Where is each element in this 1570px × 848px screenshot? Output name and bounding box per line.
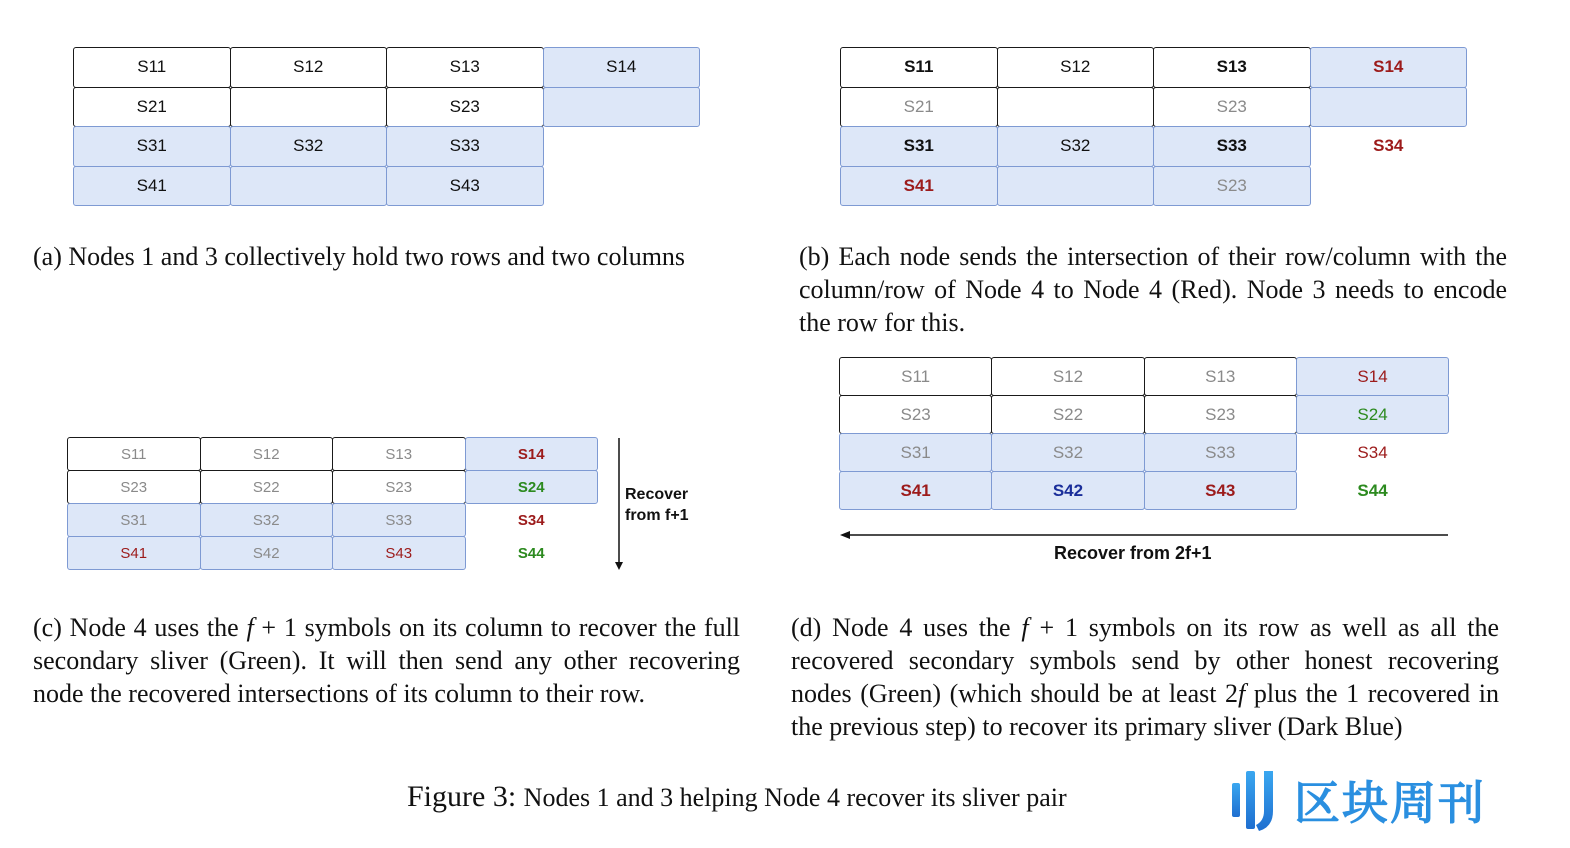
panel-b-cell-r1c3: S13 — [1153, 47, 1311, 88]
panel-b-cell-r4c2 — [997, 166, 1155, 207]
panel-c-cell-r2c2: S22 — [200, 470, 334, 504]
panel-d-cell-r3c3: S33 — [1144, 433, 1297, 472]
panel-c-cell-r3c2: S32 — [200, 503, 334, 537]
caption-c — [33, 611, 740, 710]
caption-d-math-f: f — [1021, 613, 1029, 642]
panel-c-cell-r1c2: S12 — [200, 437, 334, 471]
panel-b-cell-r3c2: S32 — [997, 126, 1155, 167]
panel-c-cell-r4c1: S41 — [67, 536, 201, 570]
caption-d-post: plus the 1 recovered in the previous step) to recover its primary sliver (Dark Blue) — [791, 679, 1499, 741]
panel-c-cell-r4c2: S42 — [200, 536, 334, 570]
caption-b-text: Each node sends the intersection of their row/column with the column/row of Node 4 to Node 4 (Red). Node 3 needs to encode the row for this. — [799, 242, 1507, 337]
panel-b-cell-r3c3: S33 — [1153, 126, 1311, 167]
panel-a-cell-r2c4 — [543, 87, 701, 128]
figure-title: Nodes 1 and 3 helping Node 4 recover its sliver pair — [523, 783, 1067, 812]
panel-d-cell-r1c4: S14 — [1296, 357, 1449, 396]
panel-d-cell-r3c1: S31 — [839, 433, 992, 472]
panel-c-cell-r2c4: S24 — [465, 470, 599, 504]
panel-c-cell-r4c4: S44 — [517, 544, 545, 562]
caption-d — [791, 611, 1499, 743]
caption-d-pre: Node 4 uses the — [832, 613, 1022, 642]
panel-d-left-arrow — [838, 528, 1452, 542]
watermark-text: 区块周刊 — [1294, 776, 1486, 830]
panel-c-cell-r1c1: S11 — [67, 437, 201, 471]
caption-c-pre: Node 4 uses the — [69, 613, 247, 642]
panel-a-cell-r3c1: S31 — [73, 126, 231, 167]
panel-a-cell-r4c2 — [230, 166, 388, 207]
caption-c-math-f: f — [246, 613, 254, 642]
caption-b — [799, 240, 1507, 339]
watermark-bars-icon — [1228, 765, 1286, 835]
panel-a-cell-r1c2: S12 — [230, 47, 388, 88]
panel-d-cell-r2c2: S22 — [991, 395, 1144, 434]
caption-c-post: symbols on its column to recover the full secondary sliver (Green). It will then send any other recovering node the recovered intersections of its column to their row. — [33, 613, 741, 708]
panel-c-cell-r1c4: S14 — [465, 437, 599, 471]
panel-c-cell-r2c3: S23 — [332, 470, 466, 504]
caption-c-math-rest: + 1 — [253, 613, 297, 642]
panel-d-cell-r2c4: S24 — [1296, 395, 1449, 434]
panel-a-cell-r4c1: S41 — [73, 166, 231, 207]
panel-a-cell-r1c1: S11 — [73, 47, 231, 88]
panel-a-cell-r4c3: S43 — [386, 166, 544, 207]
panel-d-cell-r3c4: S34 — [1357, 442, 1388, 462]
panel-b-cell-r1c1: S11 — [840, 47, 998, 88]
figure-label: Figure 3: — [407, 780, 517, 813]
caption-a — [33, 240, 743, 273]
panel-d-cell-r4c2: S42 — [991, 471, 1144, 510]
panel-c-cell-r4c3: S43 — [332, 536, 466, 570]
panel-d-cell-r4c3: S43 — [1144, 471, 1297, 510]
panel-c-arrow-label: Recover from f+1 — [625, 486, 689, 524]
caption-d-math-rest: + 1 — [1028, 613, 1078, 642]
caption-d-math-f2: f — [1238, 679, 1246, 708]
panel-b-cell-r3c1: S31 — [840, 126, 998, 167]
panel-b-cell-r2c1: S21 — [840, 87, 998, 128]
caption-c-label: (c) — [33, 613, 62, 642]
panel-a-cell-r1c3: S13 — [386, 47, 544, 88]
panel-b-cell-r4c3: S23 — [1153, 166, 1311, 207]
panel-a-cell-r3c2: S32 — [230, 126, 388, 167]
panel-a-cell-r2c1: S21 — [73, 87, 231, 128]
panel-c-cell-r3c3: S33 — [332, 503, 466, 537]
caption-a-text: Nodes 1 and 3 collectively hold two rows and two columns — [68, 242, 686, 271]
panel-b-cell-r4c1: S41 — [840, 166, 998, 207]
panel-d-cell-r1c2: S12 — [991, 357, 1144, 396]
caption-d-mid: symbols on its row as well as all the recovered secondary symbols send by other honest recovering nodes (Green) (which should be at least 2 — [791, 613, 1500, 708]
panel-d-cell-r3c2: S32 — [991, 433, 1144, 472]
panel-b-cell-r3c4: S34 — [1373, 136, 1404, 156]
panel-d-arrow-label: Recover from 2f+1 — [1054, 543, 1212, 563]
panel-c-cell-r3c1: S31 — [67, 503, 201, 537]
panel-b-cell-r2c3: S23 — [1153, 87, 1311, 128]
panel-b-cell-r1c2: S12 — [997, 47, 1155, 88]
caption-d-label: (d) — [791, 613, 822, 642]
caption-b-label: (b) — [799, 242, 830, 271]
panel-c-cell-r1c3: S13 — [332, 437, 466, 471]
panel-d-cell-r2c1: S23 — [839, 395, 992, 434]
panel-c-cell-r3c4: S34 — [517, 511, 545, 529]
panel-a-cell-r3c3: S33 — [386, 126, 544, 167]
caption-a-label: (a) — [33, 242, 62, 271]
panel-b-cell-r2c2 — [997, 87, 1155, 128]
watermark-logo — [1228, 764, 1486, 836]
panel-b-cell-r1c4: S14 — [1310, 47, 1468, 88]
figure-caption — [407, 780, 1067, 814]
panel-a-cell-r2c2 — [230, 87, 388, 128]
panel-a-cell-r1c4: S14 — [543, 47, 701, 88]
panel-b-cell-r2c4 — [1310, 87, 1468, 128]
panel-d-cell-r1c3: S13 — [1144, 357, 1297, 396]
panel-a-cell-r2c3: S23 — [386, 87, 544, 128]
panel-d-cell-r2c3: S23 — [1144, 395, 1297, 434]
panel-d-cell-r4c4: S44 — [1357, 480, 1388, 500]
panel-c-cell-r2c1: S23 — [67, 470, 201, 504]
panel-d-cell-r1c1: S11 — [839, 357, 992, 396]
panel-d-cell-r4c1: S41 — [839, 471, 992, 510]
